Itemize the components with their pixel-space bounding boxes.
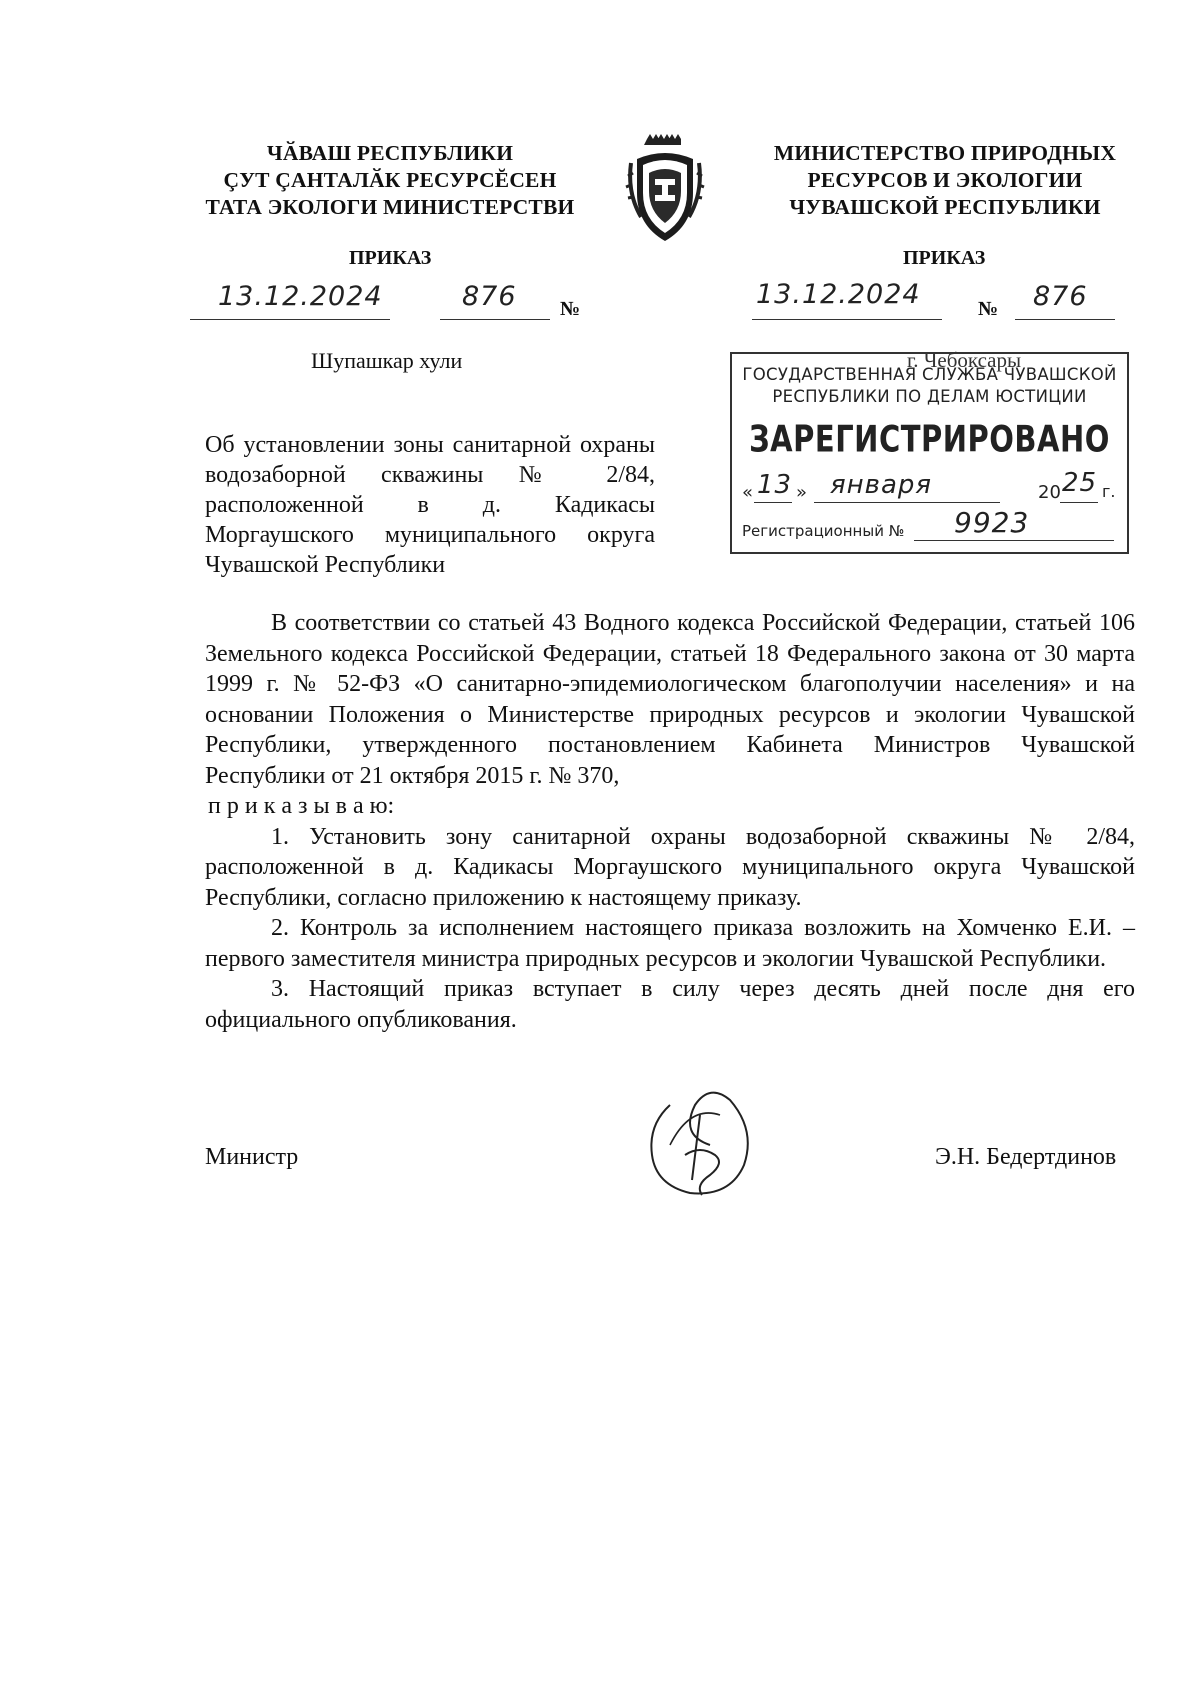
stamp-registered-title: ЗАРЕГИСТРИРОВАНО — [749, 417, 1110, 461]
coat-of-arms-emblem — [625, 133, 705, 248]
header-right-line1: МИНИСТЕРСТВО ПРИРОДНЫХ — [773, 141, 1117, 165]
date-right-line — [752, 279, 942, 320]
item-2: 2. Контроль за исполнением настоящего приказа возложить на Хомченко Е.И. – первого заместителя министра природных ресурсов и экологии Чувашской Республики. — [205, 915, 1135, 972]
order-subject: Об установлении зоны санитарной охраны водозаборной скважины № 2/84, расположенной в д. Кадикасы Моргаушского муниципального округа Чувашской Республики — [205, 432, 655, 578]
stamp-reg-row — [742, 506, 1117, 544]
item-3: 3. Настоящий приказ вступает в силу через десять дней после дня его официального опубликования. — [205, 976, 1135, 1033]
header-left-line3: ТАТА ЭКОЛОГИ МИНИСТЕРСТВИ — [205, 195, 575, 219]
stamp-year-line — [1060, 468, 1098, 503]
stamp-line2: РЕСПУБЛИКИ ПО ДЕЛАМ ЮСТИЦИИ — [772, 387, 1087, 406]
header-right-line2: РЕСУРСОВ И ЭКОЛОГИИ — [807, 168, 1083, 192]
stamp-day-line — [754, 470, 793, 503]
date-left-line — [190, 281, 390, 320]
date-right: 13.12.2024 — [756, 279, 921, 310]
order-body — [205, 608, 1135, 1035]
stamp-line1: ГОСУДАРСТВЕННАЯ СЛУЖБА ЧУВАШСКОЙ — [742, 365, 1117, 384]
header-left-line1: ЧӐВАШ РЕСПУБЛИКИ — [266, 141, 514, 165]
registration-stamp — [730, 348, 1129, 554]
number-left: 876 — [462, 281, 517, 312]
city-left: Шупашкар хули — [311, 348, 463, 373]
number-left-line — [440, 281, 550, 320]
stamp-reg-number: 9923 — [954, 506, 1030, 539]
handwritten-signature — [640, 1085, 760, 1205]
number-sign-right: № — [978, 298, 999, 320]
header-right-line3: ЧУВАШСКОЙ РЕСПУБЛИКИ — [789, 195, 1101, 219]
number-right: 876 — [1033, 281, 1088, 312]
city-right: г. Чебоксары — [907, 348, 1022, 372]
preamble-paragraph: В соответствии со статьей 43 Водного кодекса Российской Федерации, статьей 106 Земельного кодекса Российской Федерации, статьей 18 Федерального закона от 30 марта 1999 г. № 52-ФЗ «О санитарно-эпидемиологическом благополучии населения» и на основании Положения о Министерстве природных ресурсов и экологии Чувашской Республики, утвержденного постановлением Кабинета Министров Чувашской Республики от 21 октября 2015 г. № 370, — [205, 610, 1135, 789]
order-word: п р и к а з ы в а ю: — [208, 793, 395, 819]
stamp-month-line — [814, 470, 1000, 503]
stamp-month: января — [830, 470, 933, 500]
stamp-date-row — [742, 468, 1117, 506]
signatory-name: Э.Н. Бедертдинов — [935, 1144, 1117, 1170]
date-left: 13.12.2024 — [218, 281, 383, 312]
number-sign-left: № — [560, 298, 581, 320]
stamp-year-suffix: 25 — [1062, 468, 1098, 498]
stamp-year-prefix: 20 — [1038, 482, 1061, 503]
stamp-quote-open: « — [742, 482, 754, 503]
item-1: 1. Установить зону санитарной охраны водозаборной скважины № 2/84, расположенной в д. Кадикасы Моргаушского муниципального округа Чувашской Республики, согласно приложению к настоящему приказу. — [205, 823, 1135, 911]
stamp-reg-line — [914, 506, 1114, 541]
stamp-reg-label: Регистрационный № — [742, 522, 905, 540]
number-right-line — [1015, 281, 1115, 320]
header-left — [190, 140, 590, 221]
header-right — [745, 140, 1145, 221]
stamp-quote-close: » — [796, 482, 808, 503]
prikaz-label-right: ПРИКАЗ — [903, 247, 986, 269]
prikaz-label-left: ПРИКАЗ — [349, 247, 432, 269]
stamp-year-g: г. — [1102, 482, 1116, 501]
signatory-title: Министр — [205, 1144, 299, 1170]
header-left-line2: ÇУТ ÇАНТАЛӐК РЕСУРСĔСЕН — [223, 168, 557, 192]
stamp-day: 13 — [757, 470, 793, 500]
